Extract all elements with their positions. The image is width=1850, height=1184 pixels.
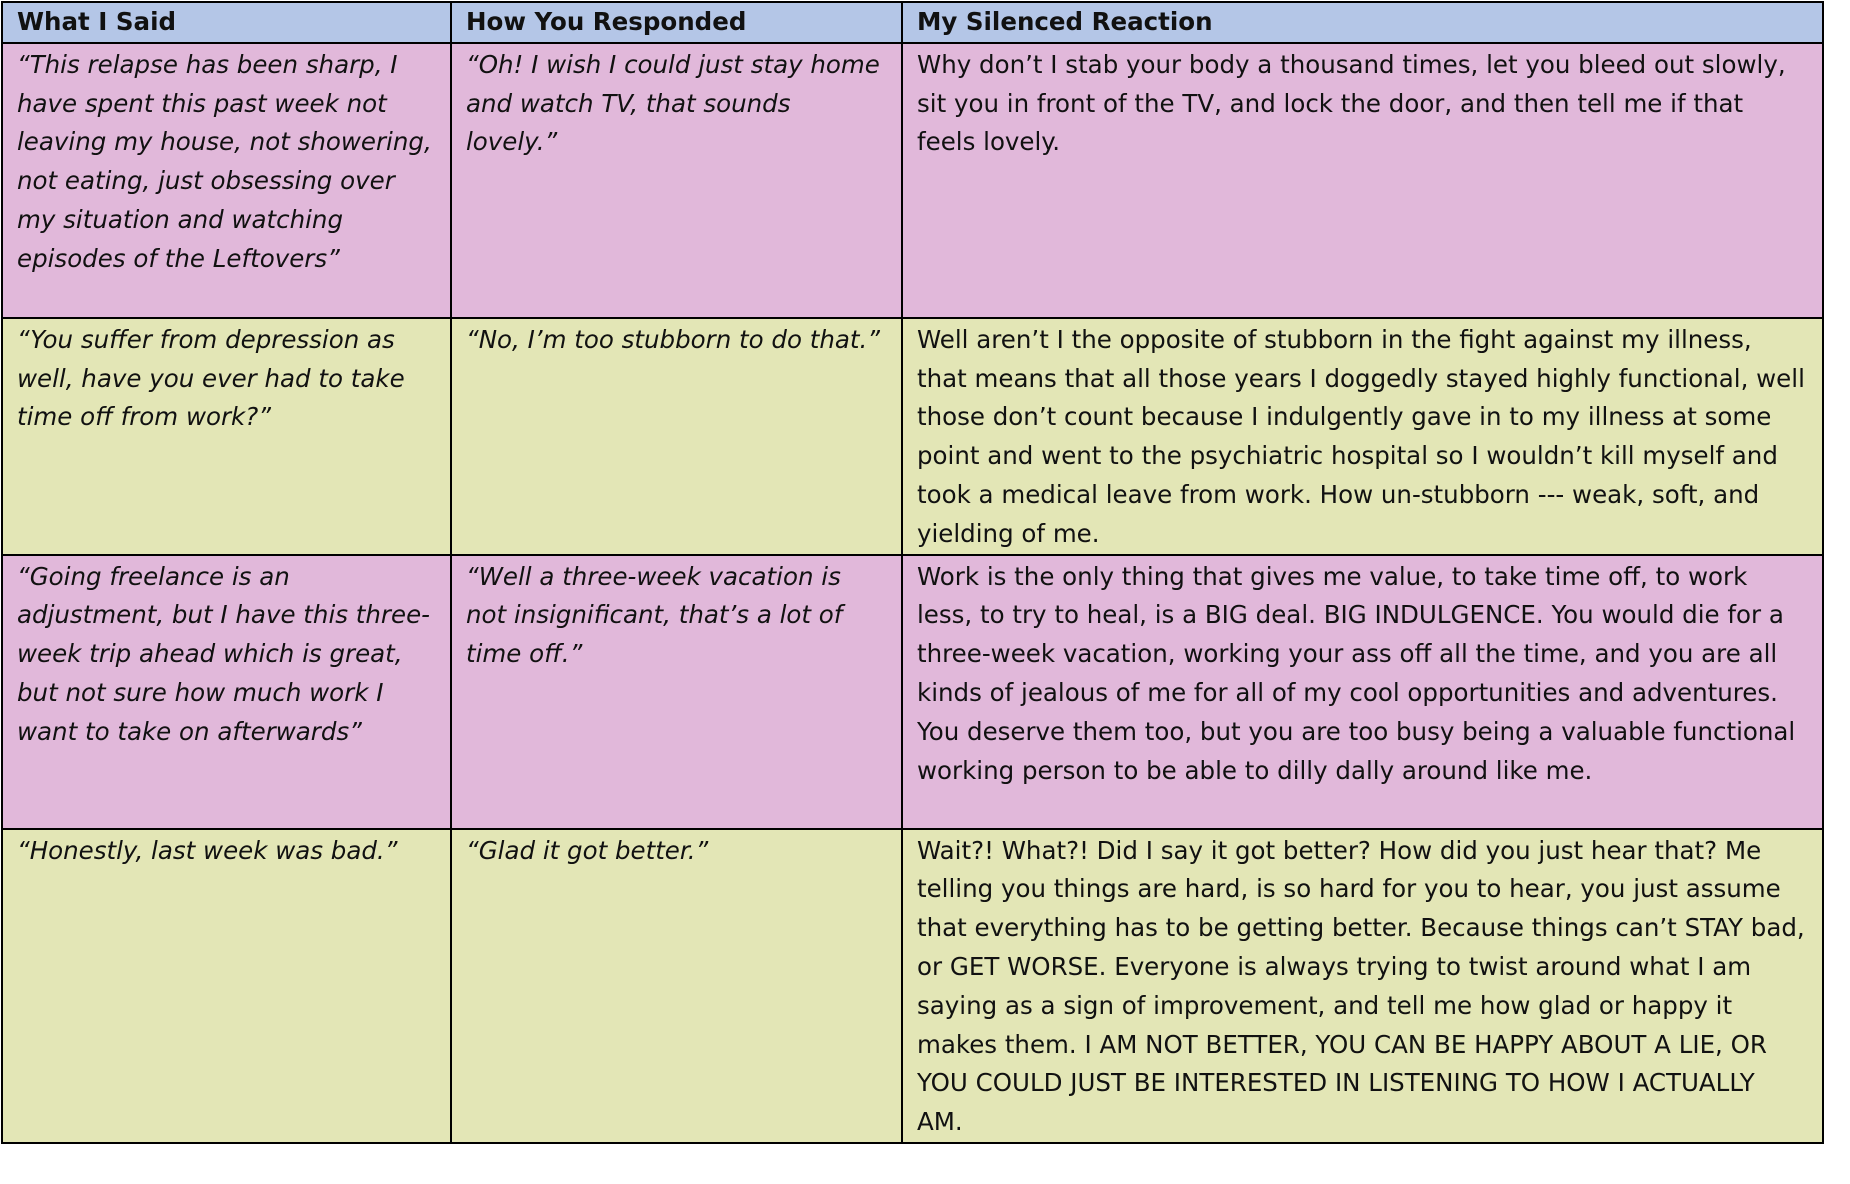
header-what-i-said: What I Said	[2, 2, 451, 43]
my-silenced-reaction-cell: Why don’t I stab your body a thousand times, let you bleed out slowly, sit you in front of the TV, and lock the door, and then tell me if that feels lovely.	[902, 43, 1823, 318]
table-row	[2, 43, 1823, 318]
my-silenced-reaction-cell: Work is the only thing that gives me value, to take time off, to work less, to try to heal, is a BIG deal. BIG INDULGENCE. You would die for a three-week vacation, working your ass off all the time, and you are all kinds of jealous of me for all of my cool opportunities and adventures. You deserve them too, but you are too busy being a valuable functional working person to be able to dilly dally around like me.	[902, 555, 1823, 829]
table-row	[2, 555, 1823, 829]
my-silenced-reaction-cell: Well aren’t I the opposite of stubborn in the fight against my illness, that means that all those years I doggedly stayed highly functional, well those don’t count because I indulgently gave in to my illness at some point and went to the psychiatric hospital so I wouldn’t kill myself and took a medical leave from work. How un-stubborn --- weak, soft, and yielding of me.	[902, 318, 1823, 555]
header-my-silenced-reaction: My Silenced Reaction	[902, 2, 1823, 43]
what-i-said-cell: “Going freelance is an adjustment, but I have this three-week trip ahead which is great, but not sure how much work I want to take on afterwards”	[2, 555, 451, 829]
header-row	[2, 2, 1823, 43]
how-you-responded-cell: “Oh! I wish I could just stay home and watch TV, that sounds lovely.”	[451, 43, 902, 318]
table-row	[2, 829, 1823, 1143]
how-you-responded-cell: “Glad it got better.”	[451, 829, 902, 1143]
my-silenced-reaction-cell: Wait?! What?! Did I say it got better? How did you just hear that? Me telling you things are hard, is so hard for you to hear, you just assume that everything has to be getting better. Because things can’t STAY bad, or GET WORSE. Everyone is always trying to twist around what I am saying as a sign of improvement, and tell me how glad or happy it makes them. I AM NOT BETTER, YOU CAN BE HAPPY ABOUT A LIE, OR YOU COULD JUST BE INTERESTED IN LISTENING TO HOW I ACTUALLY AM.	[902, 829, 1823, 1143]
what-i-said-cell: “You suffer from depression as well, have you ever had to take time off from work?”	[2, 318, 451, 555]
what-i-said-cell: “Honestly, last week was bad.”	[2, 829, 451, 1143]
table-row	[2, 318, 1823, 555]
how-you-responded-cell: “No, I’m too stubborn to do that.”	[451, 318, 902, 555]
conversation-table	[1, 1, 1824, 1144]
header-how-you-responded: How You Responded	[451, 2, 902, 43]
how-you-responded-cell: “Well a three-week vacation is not insignificant, that’s a lot of time off.”	[451, 555, 902, 829]
what-i-said-cell: “This relapse has been sharp, I have spent this past week not leaving my house, not showering, not eating, just obsessing over my situation and watching episodes of the Leftovers”	[2, 43, 451, 318]
